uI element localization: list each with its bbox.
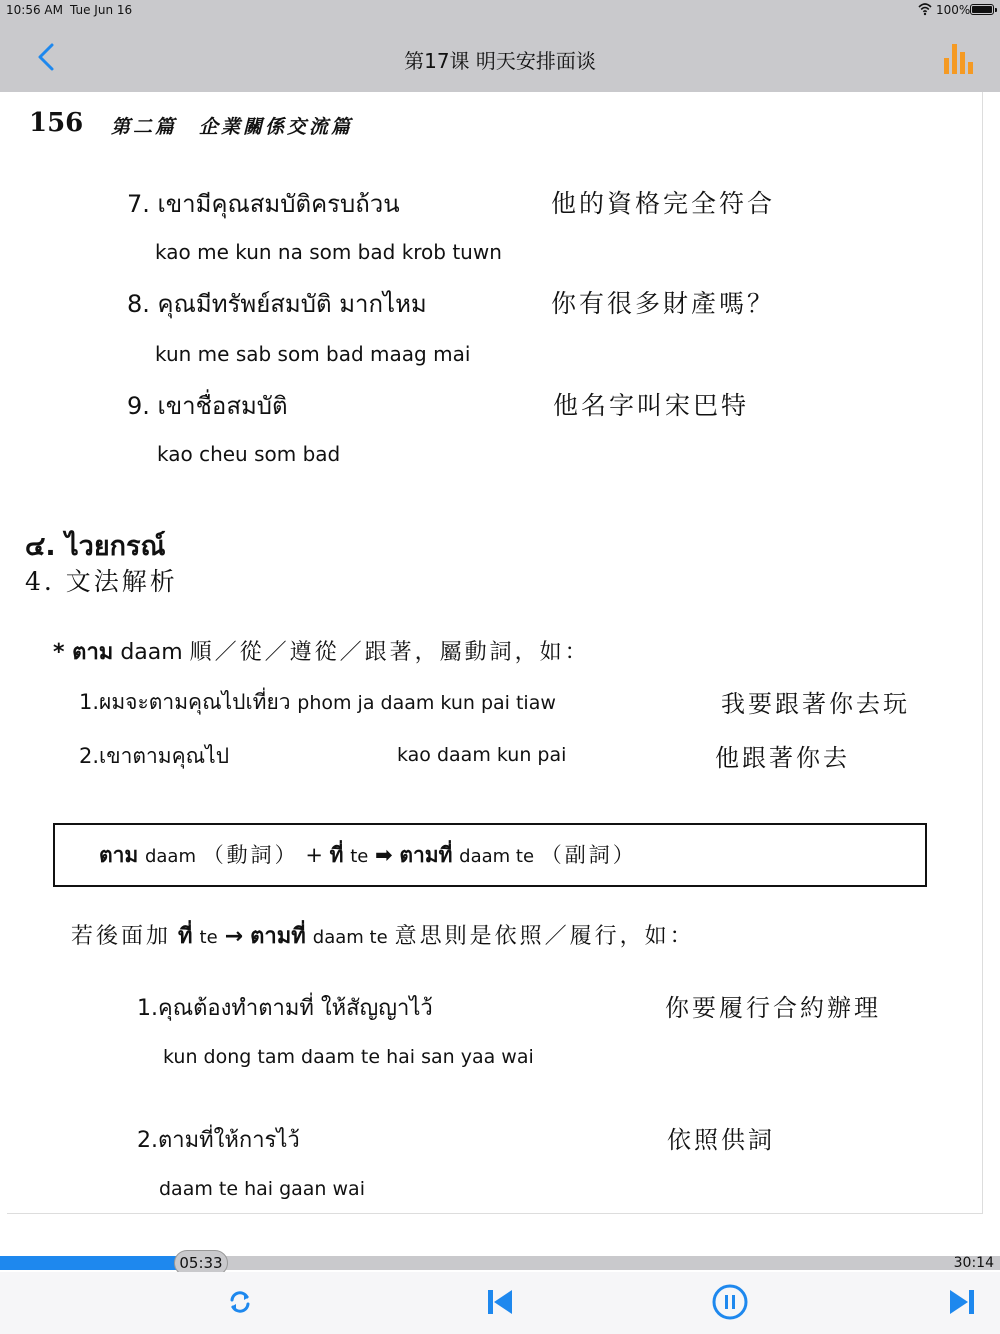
rule-1-example-2-thai: 2.เขาตามคุณไป xyxy=(79,744,230,768)
pause-icon[interactable] xyxy=(712,1284,748,1320)
rule-1-example-1-zh: 我要跟著你去玩 xyxy=(721,690,910,718)
wifi-icon xyxy=(918,2,932,16)
status-time: 10:56 AM xyxy=(6,3,63,17)
document-page xyxy=(7,92,983,1214)
example-7-zh: 他的資格完全符合 xyxy=(551,189,776,218)
current-time[interactable]: 05:33 xyxy=(174,1250,228,1276)
next-track-icon[interactable] xyxy=(944,1284,980,1320)
bar-chart-icon[interactable] xyxy=(944,42,974,74)
rule-1: * ตาม daam 順／從／遵從／跟著，屬動詞，如： xyxy=(53,640,590,665)
example-7-roman: kao me kun na som bad krob tuwn xyxy=(155,240,502,264)
rule-2-example-2-thai: 2.ตามที่ให้การไว้ xyxy=(137,1128,300,1153)
section-heading-thai: ๔. ไวยกรณ์ xyxy=(25,531,166,562)
formula-box: ตาม daam （動詞） + ที่ te ➡ ตามที่ daam te （副詞） xyxy=(53,823,927,887)
battery-icon xyxy=(970,4,994,15)
rule-2: 若後面加 ที่ te → ตามที่ daam te 意思則是依照／履行，如： xyxy=(71,924,695,949)
section-heading-zh: 4. 文法解析 xyxy=(25,567,178,596)
battery-percent: 100% xyxy=(936,3,971,17)
arrow-icon: → xyxy=(224,924,244,949)
rule-2-example-1-roman: kun dong tam daam te hai san yaa wai xyxy=(163,1046,534,1068)
status-date: Tue Jun 16 xyxy=(70,3,133,17)
previous-track-icon[interactable] xyxy=(482,1284,518,1320)
example-7-thai: 7. เขามีคุณสมบัติครบถ้วน xyxy=(127,190,400,218)
example-8-zh: 你有很多財產嗎？ xyxy=(551,289,776,318)
rule-2-example-1-zh: 你要履行合約辦理 xyxy=(665,994,881,1022)
total-time: 30:14 xyxy=(953,1255,994,1271)
nav-bar xyxy=(0,20,1000,92)
example-9-thai: 9. เขาชื่อสมบัติ xyxy=(127,392,288,420)
example-8-roman: kun me sab som bad maag mai xyxy=(155,342,471,366)
progress-fill xyxy=(0,1256,178,1270)
page-number: 156 xyxy=(29,108,84,138)
page-header: 第二篇 企業關係交流篇 xyxy=(111,116,354,138)
example-8-thai: 8. คุณมีทรัพย์สมบัติ มากไหม xyxy=(127,290,427,318)
rule-2-example-1-thai: 1.คุณต้องทำตามที่ ให้สัญญาไว้ xyxy=(137,996,433,1021)
rule-1-example-1: 1.ผมจะตามคุณไปเที่ยว phom ja daam kun pai tiaw xyxy=(79,690,556,714)
status-bar xyxy=(0,0,1000,20)
arrow-icon: ➡ xyxy=(375,843,393,867)
player-controls xyxy=(0,1272,1000,1334)
rule-1-example-2-zh: 他跟著你去 xyxy=(715,744,850,772)
rule-2-example-2-roman: daam te hai gaan wai xyxy=(159,1178,365,1200)
repeat-icon[interactable] xyxy=(222,1284,258,1320)
page-title: 第17课 明天安排面谈 xyxy=(404,49,596,73)
rule-2-example-2-zh: 依照供詞 xyxy=(667,1126,775,1154)
rule-1-example-2-roman: kao daam kun pai xyxy=(397,744,567,766)
example-9-zh: 他名字叫宋巴特 xyxy=(553,391,750,420)
example-9-roman: kao cheu som bad xyxy=(157,442,341,466)
